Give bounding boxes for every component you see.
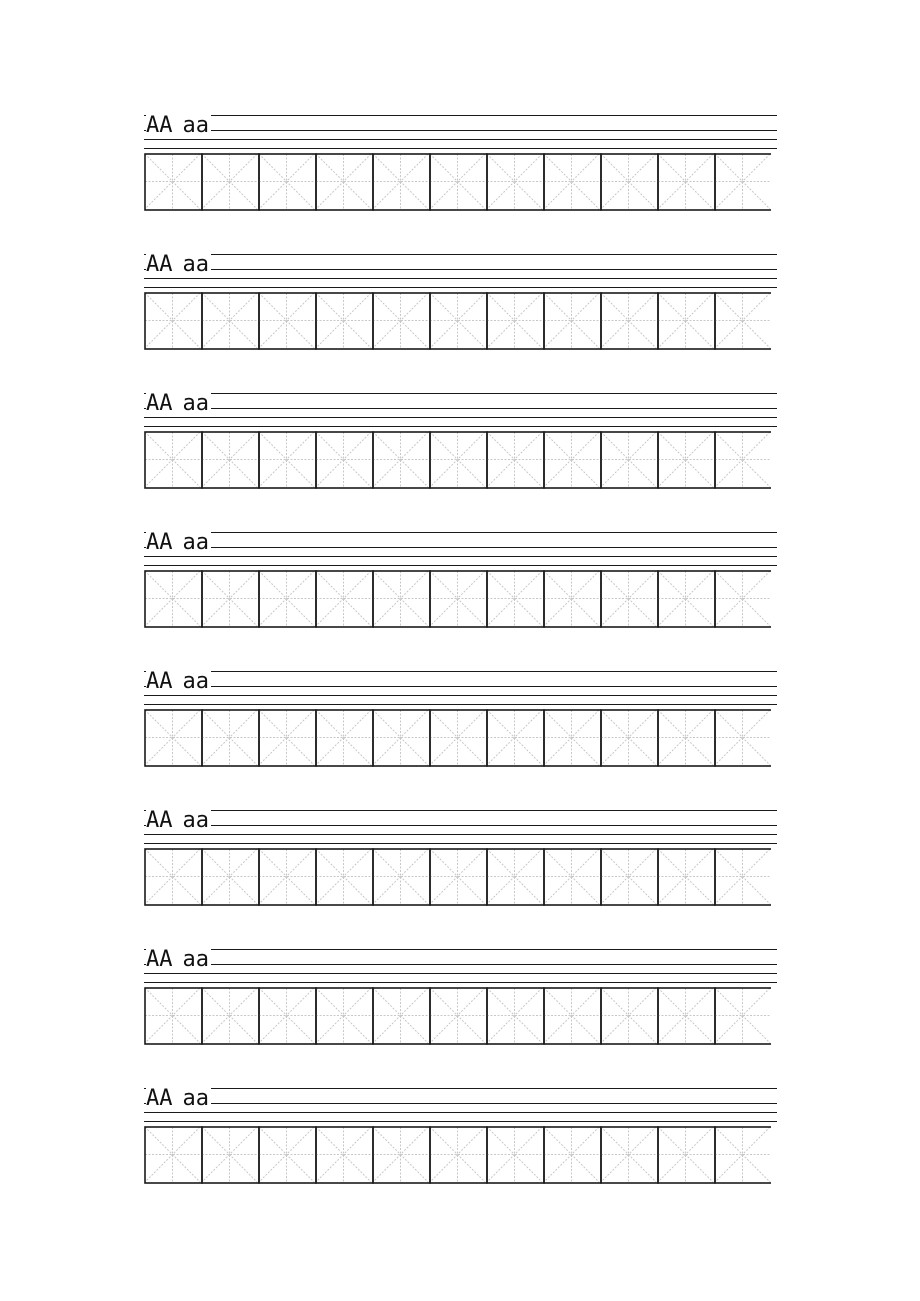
- practice-row: [144, 115, 777, 215]
- writing-cell[interactable]: [373, 710, 430, 766]
- guide-line: [144, 115, 777, 116]
- guide-line: [144, 393, 777, 394]
- writing-cell[interactable]: [259, 154, 316, 210]
- writing-cell[interactable]: [430, 1127, 487, 1183]
- letter-sample: [146, 115, 211, 137]
- guide-line: [144, 1103, 777, 1104]
- writing-cell[interactable]: [715, 710, 771, 766]
- practice-row: [144, 949, 777, 1049]
- writing-cell[interactable]: [202, 154, 259, 210]
- lowercase-letters: aa: [182, 808, 209, 833]
- letter-sample: [146, 671, 211, 693]
- writing-cell[interactable]: [715, 988, 771, 1044]
- writing-cell[interactable]: [487, 849, 544, 905]
- writing-cell[interactable]: [202, 1127, 259, 1183]
- guide-line: [144, 532, 777, 533]
- letter-sample: [146, 254, 211, 276]
- writing-cell[interactable]: [487, 1127, 544, 1183]
- writing-grid: [144, 848, 771, 906]
- writing-cell[interactable]: [715, 571, 771, 627]
- uppercase-letters: AA: [146, 252, 173, 277]
- writing-cell[interactable]: [715, 432, 771, 488]
- uppercase-letters: AA: [146, 669, 173, 694]
- guide-line: [144, 671, 777, 672]
- writing-cell[interactable]: [316, 571, 373, 627]
- guide-line: [144, 695, 777, 696]
- writing-cell[interactable]: [145, 154, 202, 210]
- guide-line: [144, 843, 777, 844]
- writing-cell[interactable]: [487, 988, 544, 1044]
- writing-cell[interactable]: [202, 710, 259, 766]
- guide-line: [144, 547, 777, 548]
- writing-cell[interactable]: [544, 432, 601, 488]
- ruled-lines: [144, 949, 777, 982]
- writing-cell[interactable]: [316, 988, 373, 1044]
- ruled-lines: [144, 115, 777, 148]
- uppercase-letters: AA: [146, 947, 173, 972]
- writing-cell[interactable]: [316, 432, 373, 488]
- writing-cell[interactable]: [544, 293, 601, 349]
- guide-line: [144, 964, 777, 965]
- guide-line: [144, 1112, 777, 1113]
- writing-cell[interactable]: [715, 293, 771, 349]
- writing-cell[interactable]: [601, 849, 658, 905]
- ruled-lines: [144, 1088, 777, 1121]
- guide-line: [144, 139, 777, 140]
- writing-grid: [144, 709, 771, 767]
- writing-grid: [144, 431, 771, 489]
- guide-line: [144, 825, 777, 826]
- practice-row: [144, 393, 777, 493]
- ruled-lines: [144, 532, 777, 565]
- guide-line: [144, 949, 777, 950]
- writing-cell[interactable]: [373, 154, 430, 210]
- writing-grid: [144, 987, 771, 1045]
- writing-cell[interactable]: [259, 849, 316, 905]
- letter-sample: [146, 393, 211, 415]
- uppercase-letters: AA: [146, 391, 173, 416]
- writing-cell[interactable]: [487, 571, 544, 627]
- writing-cell[interactable]: [658, 293, 715, 349]
- writing-cell[interactable]: [487, 154, 544, 210]
- guide-line: [144, 148, 777, 149]
- writing-cell[interactable]: [145, 1127, 202, 1183]
- writing-cell[interactable]: [202, 988, 259, 1044]
- letter-sample: [146, 949, 211, 971]
- guide-line: [144, 278, 777, 279]
- writing-grid: [144, 570, 771, 628]
- ruled-lines: [144, 810, 777, 843]
- writing-cell[interactable]: [601, 432, 658, 488]
- writing-cell[interactable]: [202, 293, 259, 349]
- writing-cell[interactable]: [658, 710, 715, 766]
- writing-cell[interactable]: [715, 154, 771, 210]
- writing-cell[interactable]: [430, 988, 487, 1044]
- writing-cell[interactable]: [430, 293, 487, 349]
- writing-cell[interactable]: [316, 849, 373, 905]
- writing-cell[interactable]: [373, 849, 430, 905]
- writing-cell[interactable]: [430, 849, 487, 905]
- writing-cell[interactable]: [487, 432, 544, 488]
- practice-row: [144, 254, 777, 354]
- writing-cell[interactable]: [145, 432, 202, 488]
- writing-cell[interactable]: [145, 571, 202, 627]
- writing-cell[interactable]: [487, 710, 544, 766]
- uppercase-letters: AA: [146, 1086, 173, 1111]
- guide-line: [144, 408, 777, 409]
- guide-line: [144, 565, 777, 566]
- writing-cell[interactable]: [658, 571, 715, 627]
- writing-cell[interactable]: [202, 432, 259, 488]
- writing-cell[interactable]: [145, 849, 202, 905]
- writing-cell[interactable]: [373, 571, 430, 627]
- writing-cell[interactable]: [658, 154, 715, 210]
- writing-cell[interactable]: [544, 154, 601, 210]
- writing-cell[interactable]: [202, 849, 259, 905]
- writing-cell[interactable]: [601, 710, 658, 766]
- guide-line: [144, 417, 777, 418]
- writing-grid: [144, 1126, 771, 1184]
- guide-line: [144, 556, 777, 557]
- writing-cell[interactable]: [430, 154, 487, 210]
- writing-cell[interactable]: [544, 988, 601, 1044]
- letter-sample: [146, 810, 211, 832]
- lowercase-letters: aa: [182, 530, 209, 555]
- practice-row: [144, 1088, 777, 1188]
- writing-cell[interactable]: [658, 988, 715, 1044]
- guide-line: [144, 130, 777, 131]
- writing-cell[interactable]: [259, 1127, 316, 1183]
- practice-row: [144, 810, 777, 910]
- writing-cell[interactable]: [601, 293, 658, 349]
- guide-line: [144, 426, 777, 427]
- writing-grid: [144, 292, 771, 350]
- guide-line: [144, 1121, 777, 1122]
- writing-cell[interactable]: [145, 293, 202, 349]
- writing-cell[interactable]: [202, 571, 259, 627]
- lowercase-letters: aa: [182, 669, 209, 694]
- writing-cell[interactable]: [259, 571, 316, 627]
- ruled-lines: [144, 393, 777, 426]
- writing-cell[interactable]: [316, 154, 373, 210]
- ruled-lines: [144, 254, 777, 287]
- writing-cell[interactable]: [601, 1127, 658, 1183]
- writing-cell[interactable]: [316, 1127, 373, 1183]
- guide-line: [144, 834, 777, 835]
- writing-cell[interactable]: [430, 432, 487, 488]
- lowercase-letters: aa: [182, 1086, 209, 1111]
- writing-cell[interactable]: [259, 988, 316, 1044]
- writing-cell[interactable]: [259, 293, 316, 349]
- uppercase-letters: AA: [146, 530, 173, 555]
- guide-line: [144, 810, 777, 811]
- writing-cell[interactable]: [601, 571, 658, 627]
- writing-cell[interactable]: [430, 571, 487, 627]
- lowercase-letters: aa: [182, 391, 209, 416]
- uppercase-letters: AA: [146, 113, 173, 138]
- writing-cell[interactable]: [658, 1127, 715, 1183]
- writing-cell[interactable]: [373, 432, 430, 488]
- writing-cell[interactable]: [715, 849, 771, 905]
- guide-line: [144, 269, 777, 270]
- writing-cell[interactable]: [544, 710, 601, 766]
- writing-cell[interactable]: [715, 1127, 771, 1183]
- guide-line: [144, 704, 777, 705]
- uppercase-letters: AA: [146, 808, 173, 833]
- guide-line: [144, 686, 777, 687]
- letter-sample: [146, 532, 211, 554]
- writing-cell[interactable]: [145, 988, 202, 1044]
- writing-cell[interactable]: [373, 293, 430, 349]
- guide-line: [144, 973, 777, 974]
- letter-sample: [146, 1088, 211, 1110]
- practice-row: [144, 671, 777, 771]
- lowercase-letters: aa: [182, 947, 209, 972]
- guide-line: [144, 1088, 777, 1089]
- writing-cell[interactable]: [316, 710, 373, 766]
- guide-line: [144, 982, 777, 983]
- lowercase-letters: aa: [182, 252, 209, 277]
- writing-cell[interactable]: [487, 293, 544, 349]
- writing-cell[interactable]: [544, 1127, 601, 1183]
- writing-cell[interactable]: [373, 988, 430, 1044]
- writing-cell[interactable]: [658, 432, 715, 488]
- writing-cell[interactable]: [544, 849, 601, 905]
- writing-cell[interactable]: [259, 710, 316, 766]
- writing-cell[interactable]: [145, 710, 202, 766]
- writing-cell[interactable]: [316, 293, 373, 349]
- ruled-lines: [144, 671, 777, 704]
- writing-cell[interactable]: [430, 710, 487, 766]
- guide-line: [144, 287, 777, 288]
- writing-cell[interactable]: [601, 988, 658, 1044]
- writing-cell[interactable]: [259, 432, 316, 488]
- guide-line: [144, 254, 777, 255]
- writing-cell[interactable]: [373, 1127, 430, 1183]
- practice-row: [144, 532, 777, 632]
- lowercase-letters: aa: [182, 113, 209, 138]
- writing-cell[interactable]: [601, 154, 658, 210]
- writing-cell[interactable]: [544, 571, 601, 627]
- writing-grid: [144, 153, 771, 211]
- writing-cell[interactable]: [658, 849, 715, 905]
